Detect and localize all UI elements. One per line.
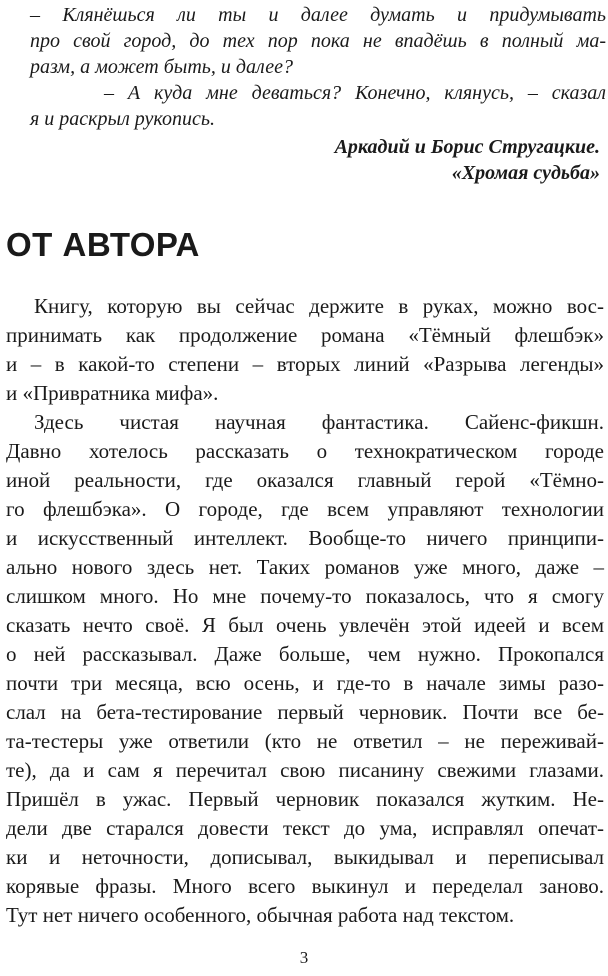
page-number: 3 — [299, 948, 309, 967]
epigraph-attribution — [335, 134, 600, 186]
paragraph — [6, 292, 604, 408]
text-line: принимать как продолжение романа «Тёмный флешбэк» — [6, 323, 604, 347]
text-line: го флешбэка». О городе, где всем управляют технологии — [6, 497, 604, 521]
text-line: Пришёл в ужас. Первый черновик показался жутким. Не- — [6, 787, 604, 811]
text-line: ки и неточности, дописывал, выкидывал и переписывал — [6, 845, 604, 869]
epigraph-line: про свой город, до тех пор пока не впадёшь в полный ма- — [30, 30, 606, 52]
text-line: дели две старался довести текст до ума, исправлял опечат- — [6, 816, 604, 840]
section-heading: ОТ АВТОРА — [6, 226, 200, 263]
text-line: ально нового здесь нет. Таких романов уже много, даже – — [6, 555, 604, 579]
epigraph-author: Аркадий и Борис Стругацкие. — [334, 136, 600, 158]
epigraph-line: разм, а может быть, и далее? — [30, 56, 293, 78]
text-line: о ней рассказывал. Даже больше, чем нужно. Прокопался — [6, 642, 604, 666]
text-line: слишком много. Но мне почему-то показалось, что я смогу — [6, 584, 604, 608]
text-line: и «Привратника мифа». — [6, 381, 219, 405]
text-line: слал на бета-тестирование первый черновик. Почти все бе- — [6, 700, 604, 724]
epigraph-line: я и раскрыл рукопись. — [30, 108, 215, 130]
text-line: те), да и сам я перечитал свою писанину свежими глазами. — [6, 758, 604, 782]
epigraph-line: – Клянёшься ли ты и далее думать и придумывать — [30, 4, 606, 26]
text-line: и – в какой-то степени – вторых линий «Разрыва легенды» — [6, 352, 604, 376]
body-text — [6, 292, 604, 930]
epigraph-source: «Хромая судьба» — [451, 162, 600, 184]
text-line: Давно хотелось рассказать о технократическом городе — [6, 439, 604, 463]
text-line: и искусственный интеллект. Вообще-то ничего принципи- — [6, 526, 604, 550]
text-line: та-тестеры уже ответили (кто не ответил – не переживай- — [6, 729, 604, 753]
text-line: Тут нет ничего особенного, обычная работа над текстом. — [6, 903, 515, 927]
text-line: сказать нечто своё. Я был очень увлечён этой идеей и всем — [6, 613, 604, 637]
epigraph — [30, 2, 606, 132]
paragraph — [6, 408, 604, 930]
text-line: иной реальности, где оказался главный герой «Тёмно- — [6, 468, 604, 492]
text-line: почти три месяца, всю осень, и где-то в начале зимы разо- — [6, 671, 604, 695]
text-line: корявые фразы. Много всего выкинул и переделал заново. — [6, 874, 604, 898]
text-line: Книгу, которую вы сейчас держите в руках, можно вос- — [34, 294, 604, 318]
text-line: Здесь чистая научная фантастика. Сайенс-фикшн. — [34, 410, 604, 434]
epigraph-line: – А куда мне деваться? Конечно, клянусь, – сказал — [104, 82, 606, 104]
